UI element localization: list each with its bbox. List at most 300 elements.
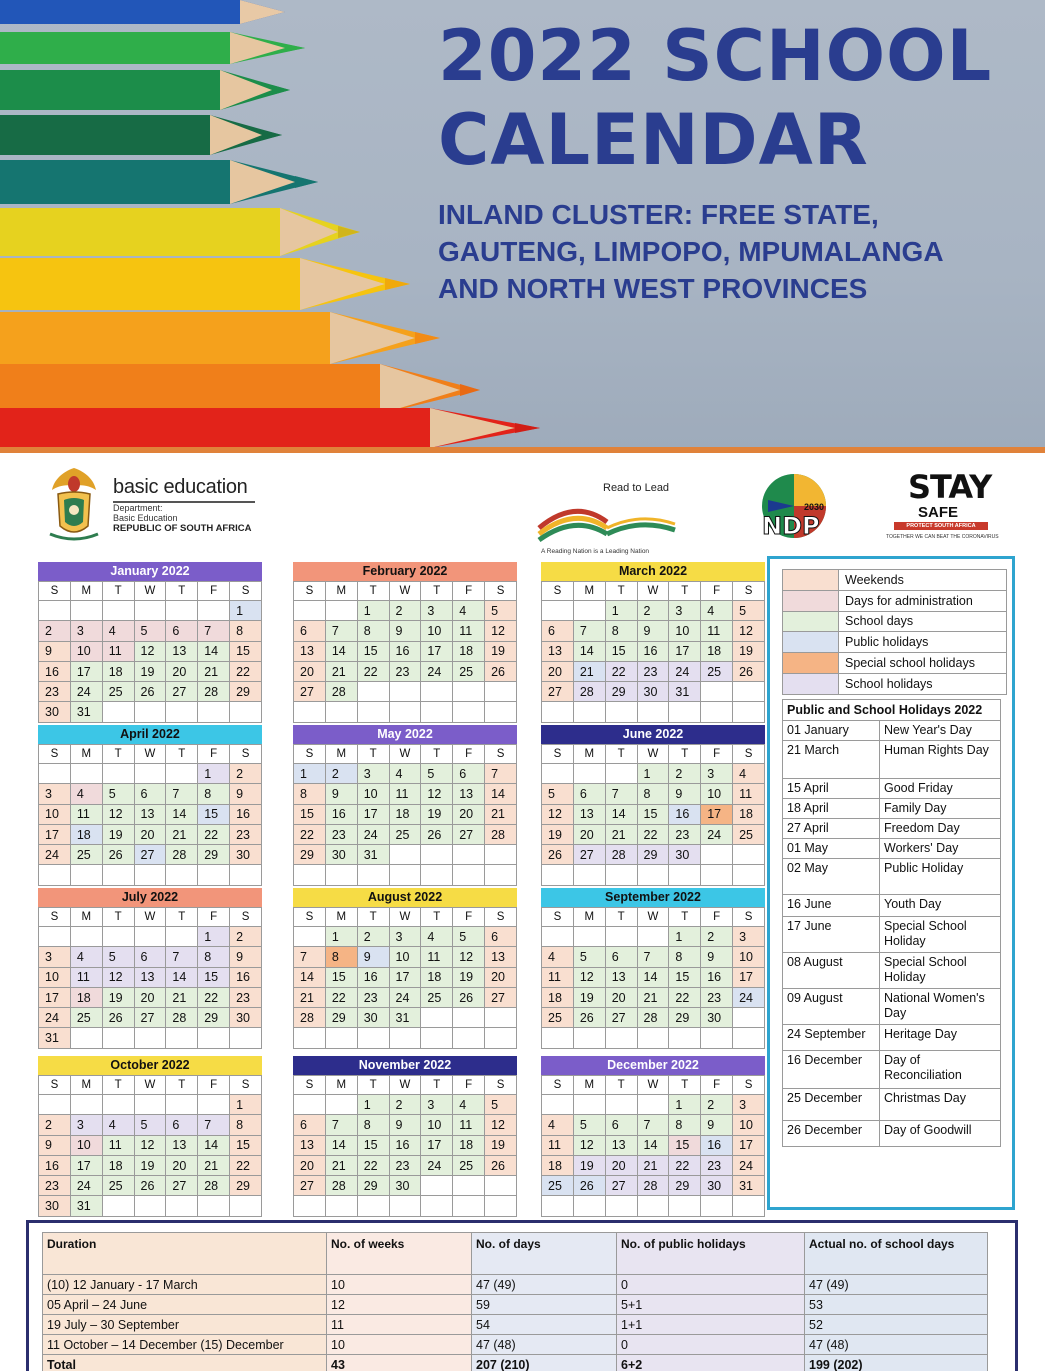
day-cell: 1 [198,764,230,784]
day-cell: 28 [325,1176,357,1196]
summary-cell: 207 (210) [472,1355,617,1371]
day-cell: 26 [134,682,166,702]
day-cell: 23 [357,987,389,1007]
day-cell: 21 [637,1155,669,1175]
empty-day-cell [453,1028,485,1048]
day-cell: 4 [453,601,485,621]
day-cell: 15 [357,641,389,661]
empty-day-cell [102,927,134,947]
weekday-header: T [605,1076,637,1095]
day-cell: 5 [573,1115,605,1135]
week-row [542,1095,765,1115]
holiday-name: Heritage Day [880,1025,1001,1051]
summary-cell: 12 [327,1295,472,1315]
weekday-header: M [70,582,102,601]
empty-day-cell [485,865,517,885]
day-cell: 7 [637,947,669,967]
read-to-lead-logo [535,478,680,555]
weekday-header: T [102,1076,134,1095]
weekday-header: M [325,1076,357,1095]
empty-day-cell [166,601,198,621]
empty-day-cell [70,601,102,621]
weekday-header: T [357,908,389,927]
day-cell: 22 [637,824,669,844]
empty-day-cell [294,865,326,885]
legend-label: Special school holidays [839,653,1007,674]
holiday-name: Family Day [880,799,1001,819]
legend-label: Weekends [839,570,1007,591]
empty-day-cell [701,682,733,702]
day-cell: 9 [701,947,733,967]
empty-day-cell [325,702,357,722]
day-cell: 20 [294,661,326,681]
day-cell: 22 [294,824,326,844]
holiday-row [783,779,1001,799]
holiday-row [783,741,1001,779]
weekday-header: M [70,908,102,927]
day-cell: 5 [573,947,605,967]
summary-cell: 47 (48) [472,1335,617,1355]
month-grid [293,1075,517,1217]
day-cell: 8 [198,784,230,804]
empty-day-cell [198,1028,230,1048]
day-cell: 1 [325,927,357,947]
weekday-header: T [166,745,198,764]
day-cell: 22 [198,824,230,844]
day-cell: 26 [485,661,517,681]
holiday-date: 16 June [783,895,880,917]
day-cell: 19 [542,824,574,844]
holiday-name: National Women's Day [880,989,1001,1025]
weekday-header-row [294,582,517,601]
day-cell: 10 [70,641,102,661]
legend-swatch [783,570,839,591]
empty-day-cell [421,1028,453,1048]
empty-day-cell [198,1095,230,1115]
empty-day-cell [421,1196,453,1216]
week-row [39,865,262,885]
day-cell: 31 [70,702,102,722]
holiday-date: 02 May [783,859,880,895]
day-cell: 8 [230,1115,262,1135]
day-cell: 30 [669,845,701,865]
day-cell: 21 [166,824,198,844]
day-cell: 27 [294,682,326,702]
pencil-orange-light [0,312,440,364]
empty-day-cell [701,1028,733,1048]
day-cell: 18 [453,1135,485,1155]
day-cell: 4 [542,947,574,967]
day-cell: 18 [102,661,134,681]
day-cell: 22 [669,987,701,1007]
day-cell: 22 [230,1155,262,1175]
empty-day-cell [102,702,134,722]
weekday-header-row [542,745,765,764]
summary-cell: 0 [617,1275,805,1295]
weekday-header: M [573,582,605,601]
day-cell: 8 [357,621,389,641]
empty-day-cell [637,702,669,722]
day-cell: 23 [389,661,421,681]
day-cell: 19 [134,661,166,681]
day-cell: 16 [389,641,421,661]
day-cell: 7 [198,621,230,641]
weekday-header: S [542,582,574,601]
day-cell: 21 [198,1155,230,1175]
day-cell: 30 [325,845,357,865]
empty-day-cell [230,1196,262,1216]
day-cell: 11 [70,967,102,987]
day-cell: 7 [166,784,198,804]
empty-day-cell [637,1196,669,1216]
day-cell: 8 [605,621,637,641]
day-cell: 22 [357,661,389,681]
day-cell: 29 [198,845,230,865]
month-grid [293,744,517,886]
empty-day-cell [669,1196,701,1216]
legend-label: School days [839,611,1007,632]
day-cell: 3 [421,1095,453,1115]
empty-day-cell [166,927,198,947]
day-cell: 16 [389,1135,421,1155]
summary-row [43,1335,988,1355]
week-row [294,601,517,621]
week-row [39,1155,262,1175]
day-cell: 12 [542,804,574,824]
day-cell: 10 [701,784,733,804]
empty-day-cell [39,865,71,885]
empty-day-cell [605,927,637,947]
day-cell: 9 [637,621,669,641]
weekday-header: T [605,745,637,764]
empty-day-cell [733,1196,765,1216]
day-cell: 31 [70,1196,102,1216]
legend-table [782,569,1007,695]
empty-day-cell [605,1196,637,1216]
day-cell: 17 [733,1135,765,1155]
day-cell: 22 [198,987,230,1007]
empty-day-cell [134,1028,166,1048]
day-cell: 26 [573,1176,605,1196]
weekday-header: M [325,908,357,927]
day-cell: 16 [230,967,262,987]
day-cell: 24 [669,661,701,681]
day-cell: 23 [325,824,357,844]
day-cell: 4 [421,927,453,947]
day-cell: 2 [701,1095,733,1115]
read-to-lead-tagline: A Reading Nation is a Leading Nation [541,548,650,555]
day-cell: 12 [733,621,765,641]
day-cell: 17 [70,1155,102,1175]
holiday-date: 21 March [783,741,880,779]
weekday-header: S [485,582,517,601]
day-cell: 11 [102,1135,134,1155]
empty-day-cell [325,1196,357,1216]
day-cell: 20 [294,1155,326,1175]
week-row [542,1008,765,1028]
day-cell: 11 [453,621,485,641]
month-title: November 2022 [293,1056,517,1075]
day-cell: 27 [605,1008,637,1028]
weekday-header: F [198,582,230,601]
week-row [39,682,262,702]
legend-row [783,673,1007,694]
pencil-green-mid [0,70,290,110]
empty-day-cell [421,682,453,702]
day-cell: 13 [453,784,485,804]
day-cell: 25 [453,1155,485,1175]
empty-day-cell [701,845,733,865]
weekday-header: S [230,745,262,764]
weekday-header: S [733,582,765,601]
day-cell: 1 [669,927,701,947]
week-row [39,641,262,661]
weekday-header: S [230,582,262,601]
weekday-header: T [166,582,198,601]
weekday-header: W [134,745,166,764]
day-cell: 10 [669,621,701,641]
day-cell: 15 [605,641,637,661]
day-cell: 30 [230,845,262,865]
day-cell: 31 [669,682,701,702]
empty-day-cell [485,845,517,865]
day-cell: 7 [325,1115,357,1135]
day-cell: 3 [421,601,453,621]
day-cell: 23 [39,1176,71,1196]
empty-day-cell [134,764,166,784]
month-title: September 2022 [541,888,765,907]
summary-cell: 47 (49) [805,1275,988,1295]
stay-safe-tagline: TOGETHER WE CAN BEAT THE CORONAVIRUS [886,534,999,540]
day-cell: 3 [701,764,733,784]
month-march [541,562,765,723]
day-cell: 1 [230,1095,262,1115]
weekday-header-row [294,1076,517,1095]
legend-label: School holidays [839,673,1007,694]
day-cell: 6 [166,621,198,641]
day-cell: 9 [389,1115,421,1135]
weekday-header: F [198,1076,230,1095]
legend-panel [767,556,1015,1210]
empty-day-cell [102,764,134,784]
empty-day-cell [357,1196,389,1216]
day-cell: 8 [669,1115,701,1135]
weekday-header: S [733,745,765,764]
week-row [39,987,262,1007]
day-cell: 30 [637,682,669,702]
weekday-header: S [733,908,765,927]
day-cell: 13 [573,804,605,824]
day-cell: 4 [102,621,134,641]
empty-day-cell [453,865,485,885]
empty-day-cell [166,764,198,784]
day-cell: 23 [230,824,262,844]
day-cell: 3 [669,601,701,621]
day-cell: 27 [294,1176,326,1196]
summary-cell: Actual no. of school days [805,1233,988,1275]
week-row [542,601,765,621]
day-cell: 17 [669,641,701,661]
empty-day-cell [325,1095,357,1115]
week-row [39,1008,262,1028]
day-cell: 3 [733,1095,765,1115]
holiday-date: 01 May [783,839,880,859]
holiday-row [783,989,1001,1025]
empty-day-cell [669,1028,701,1048]
pencil-green-dark [0,115,282,155]
department-label: Department: [113,503,163,513]
day-cell: 11 [102,641,134,661]
day-cell: 24 [701,824,733,844]
day-cell: 8 [325,947,357,967]
day-cell: 14 [198,641,230,661]
day-cell: 4 [542,1115,574,1135]
ndp-text: NDP [762,512,820,540]
holidays-header-row [783,700,1001,721]
day-cell: 9 [39,641,71,661]
empty-day-cell [389,1028,421,1048]
empty-day-cell [134,927,166,947]
month-grid [293,581,517,723]
weekday-header: T [166,1076,198,1095]
empty-day-cell [669,702,701,722]
holiday-date: 16 December [783,1051,880,1089]
month-october [38,1056,262,1217]
week-row [294,1095,517,1115]
weekday-header: S [230,1076,262,1095]
week-row [294,1196,517,1216]
day-cell: 24 [39,1008,71,1028]
day-cell: 3 [70,1115,102,1135]
day-cell: 10 [389,947,421,967]
day-cell: 3 [733,927,765,947]
day-cell: 3 [389,927,421,947]
day-cell: 14 [325,1135,357,1155]
day-cell: 11 [542,1135,574,1155]
weekday-header: W [637,908,669,927]
empty-day-cell [389,702,421,722]
empty-day-cell [485,682,517,702]
day-cell: 24 [421,1155,453,1175]
day-cell: 27 [453,824,485,844]
day-cell: 21 [637,987,669,1007]
legend-swatch [783,653,839,674]
legend-swatch [783,673,839,694]
week-row [294,1155,517,1175]
week-row [542,682,765,702]
empty-day-cell [357,682,389,702]
day-cell: 23 [389,1155,421,1175]
empty-day-cell [573,702,605,722]
empty-day-cell [542,702,574,722]
day-cell: 12 [102,804,134,824]
week-row [542,845,765,865]
weekday-header: T [357,582,389,601]
holiday-date: 18 April [783,799,880,819]
week-row [542,1028,765,1048]
day-cell: 15 [198,804,230,824]
day-cell: 28 [325,682,357,702]
weekday-header: T [421,745,453,764]
empty-day-cell [134,702,166,722]
week-row [542,1155,765,1175]
day-cell: 1 [198,927,230,947]
day-cell: 25 [421,987,453,1007]
day-cell: 10 [421,621,453,641]
day-cell: 4 [453,1095,485,1115]
day-cell: 24 [39,845,71,865]
week-row [294,967,517,987]
empty-day-cell [134,1095,166,1115]
holiday-row [783,953,1001,989]
weekday-header: S [294,908,326,927]
day-cell: 20 [166,661,198,681]
day-cell: 15 [357,1135,389,1155]
day-cell: 2 [669,764,701,784]
empty-day-cell [198,702,230,722]
day-cell: 20 [134,987,166,1007]
weekday-header: T [357,1076,389,1095]
day-cell: 31 [357,845,389,865]
day-cell: 21 [573,661,605,681]
day-cell: 7 [605,784,637,804]
month-title: May 2022 [293,725,517,744]
empty-day-cell [357,865,389,885]
day-cell: 18 [453,641,485,661]
day-cell: 26 [102,1008,134,1028]
day-cell: 1 [669,1095,701,1115]
empty-day-cell [701,865,733,885]
legend-row [783,611,1007,632]
legend-row [783,590,1007,611]
read-to-lead-title: Read to Lead [603,482,670,494]
day-cell: 14 [166,967,198,987]
week-row [542,784,765,804]
day-cell: 14 [198,1135,230,1155]
summary-table [42,1232,988,1371]
week-row [542,865,765,885]
stay-safe-logo [886,468,999,548]
pencil-teal [0,160,318,204]
empty-day-cell [166,1196,198,1216]
day-cell: 2 [389,1095,421,1115]
month-grid [541,1075,765,1217]
empty-day-cell [573,764,605,784]
day-cell: 22 [357,1155,389,1175]
day-cell: 3 [39,784,71,804]
day-cell: 4 [733,764,765,784]
weekday-header-row [542,908,765,927]
holiday-date: 27 April [783,819,880,839]
day-cell: 24 [733,987,765,1007]
weekday-header: T [669,745,701,764]
day-cell: 2 [230,927,262,947]
week-row [39,845,262,865]
week-row [39,764,262,784]
day-cell: 20 [605,1155,637,1175]
day-cell: 29 [669,1176,701,1196]
weekday-header: S [485,908,517,927]
day-cell: 25 [389,824,421,844]
legend-swatch [783,590,839,611]
empty-day-cell [669,865,701,885]
day-cell: 8 [357,1115,389,1135]
holiday-date: 25 December [783,1089,880,1121]
day-cell: 8 [669,947,701,967]
summary-cell: 43 [327,1355,472,1371]
day-cell: 19 [102,987,134,1007]
day-cell: 19 [134,1155,166,1175]
